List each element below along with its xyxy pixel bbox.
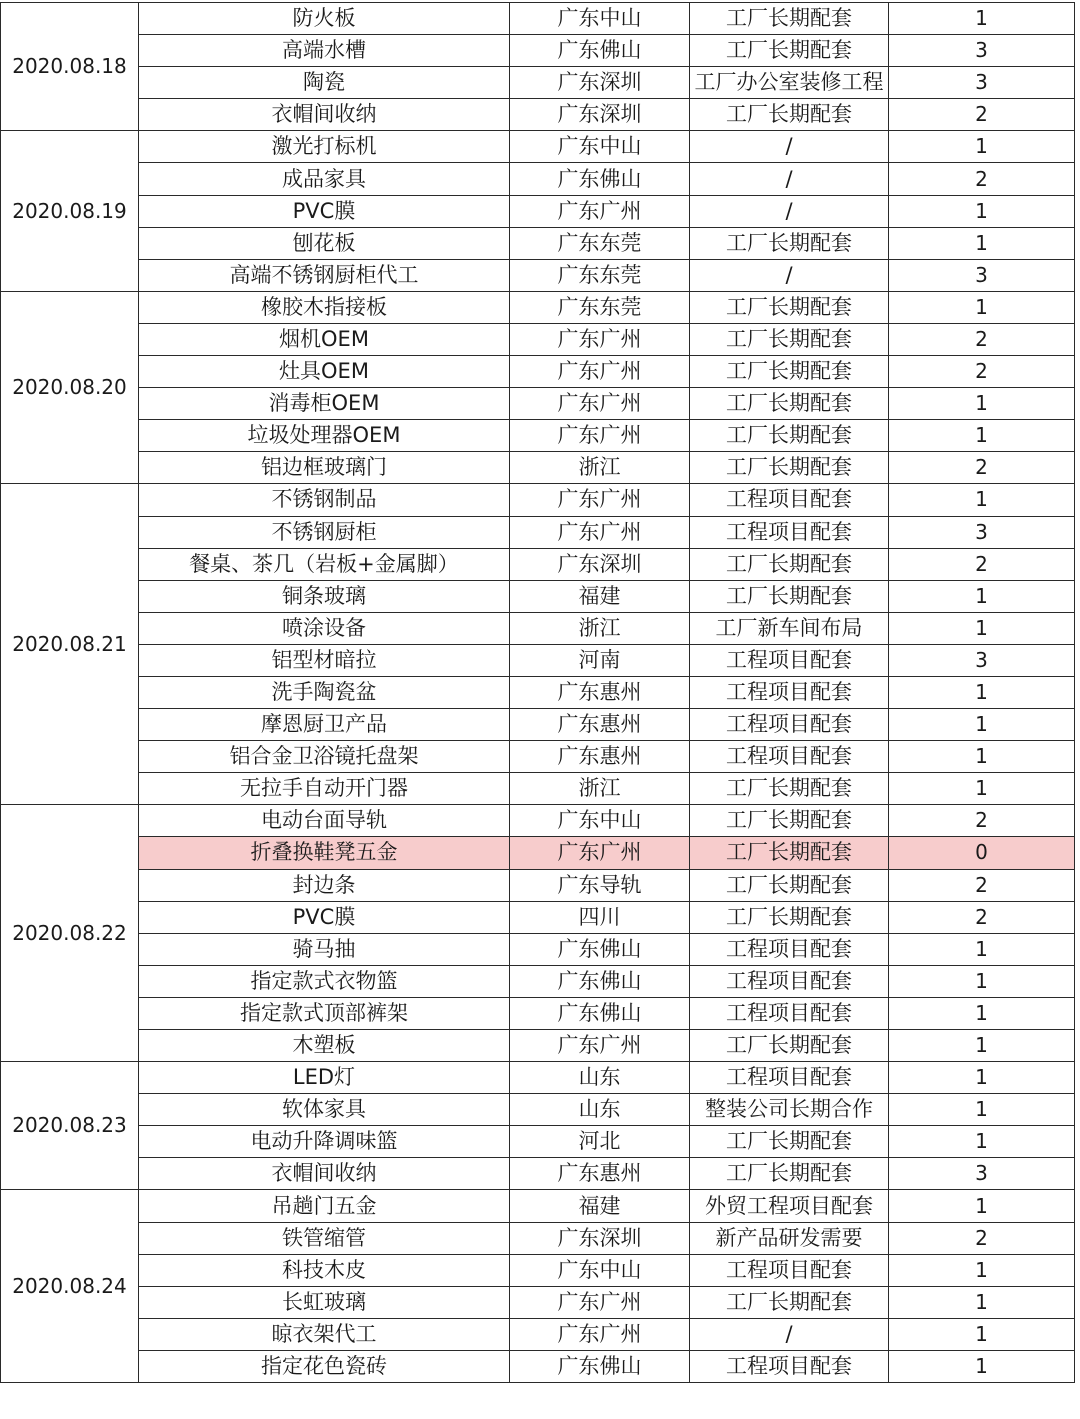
- purpose-cell: 工厂长期配套: [690, 773, 889, 805]
- table-row: [1, 259, 1075, 291]
- product-cell: PVC膜: [139, 195, 510, 227]
- product-cell: 封边条: [139, 869, 510, 901]
- product-cell: 晾衣架代工: [139, 1318, 510, 1350]
- date-cell: 2020.08.21: [1, 484, 139, 805]
- table-row-highlighted: [1, 837, 1075, 869]
- product-cell: 消毒柜OEM: [139, 388, 510, 420]
- product-cell: 烟机OEM: [139, 323, 510, 355]
- purpose-cell: 工厂长期配套: [690, 869, 889, 901]
- product-cell: 刨花板: [139, 227, 510, 259]
- region-cell: 广东东莞: [510, 291, 690, 323]
- count-cell: 2: [889, 901, 1075, 933]
- count-cell: 2: [889, 99, 1075, 131]
- count-cell: 3: [889, 516, 1075, 548]
- count-cell: 0: [889, 837, 1075, 869]
- region-cell: 广东广州: [510, 195, 690, 227]
- table-row: [1, 195, 1075, 227]
- purpose-cell: 工厂长期配套: [690, 901, 889, 933]
- product-cell: 指定款式顶部裤架: [139, 997, 510, 1029]
- region-cell: 河北: [510, 1126, 690, 1158]
- product-cell: 洗手陶瓷盆: [139, 676, 510, 708]
- table-row: [1, 965, 1075, 997]
- purpose-cell: 工程项目配套: [690, 965, 889, 997]
- purpose-cell: 工厂长期配套: [690, 805, 889, 837]
- product-cell: 吊趟门五金: [139, 1190, 510, 1222]
- region-cell: 浙江: [510, 452, 690, 484]
- table-row: [1, 323, 1075, 355]
- table-row: [1, 612, 1075, 644]
- product-cell: 喷涂设备: [139, 612, 510, 644]
- table-row: [1, 484, 1075, 516]
- table-row: [1, 1286, 1075, 1318]
- purpose-cell: /: [690, 131, 889, 163]
- region-cell: 广东惠州: [510, 709, 690, 741]
- purpose-cell: 工程项目配套: [690, 933, 889, 965]
- product-cell: 灶具OEM: [139, 356, 510, 388]
- region-cell: 广东深圳: [510, 99, 690, 131]
- table-row: [1, 644, 1075, 676]
- purpose-cell: 工厂长期配套: [690, 1286, 889, 1318]
- count-cell: 1: [889, 1094, 1075, 1126]
- purpose-cell: 工厂长期配套: [690, 323, 889, 355]
- count-cell: 1: [889, 1254, 1075, 1286]
- count-cell: 2: [889, 323, 1075, 355]
- purpose-cell: 工程项目配套: [690, 676, 889, 708]
- product-cell: 不锈钢制品: [139, 484, 510, 516]
- table-row: [1, 1318, 1075, 1350]
- purpose-cell: 整装公司长期合作: [690, 1094, 889, 1126]
- table-row: [1, 1350, 1075, 1382]
- region-cell: 广东广州: [510, 1318, 690, 1350]
- product-cell: 无拉手自动开门器: [139, 773, 510, 805]
- count-cell: 1: [889, 965, 1075, 997]
- product-cell: 指定花色瓷砖: [139, 1350, 510, 1382]
- count-cell: 1: [889, 676, 1075, 708]
- region-cell: 广东深圳: [510, 67, 690, 99]
- region-cell: 广东导轨: [510, 869, 690, 901]
- table-row: [1, 291, 1075, 323]
- product-cell: 骑马抽: [139, 933, 510, 965]
- count-cell: 3: [889, 1158, 1075, 1190]
- date-cell: 2020.08.23: [1, 1062, 139, 1190]
- region-cell: 广东东莞: [510, 227, 690, 259]
- region-cell: 广东广州: [510, 837, 690, 869]
- product-cell: 高端水槽: [139, 35, 510, 67]
- purpose-cell: /: [690, 1318, 889, 1350]
- purpose-cell: 工厂长期配套: [690, 452, 889, 484]
- date-cell: 2020.08.22: [1, 805, 139, 1062]
- region-cell: 广东佛山: [510, 1350, 690, 1382]
- product-cell: 电动台面导轨: [139, 805, 510, 837]
- purpose-cell: 工厂长期配套: [690, 1030, 889, 1062]
- region-cell: 广东佛山: [510, 163, 690, 195]
- product-cell: 成品家具: [139, 163, 510, 195]
- table-row: [1, 3, 1075, 35]
- region-cell: 广东广州: [510, 420, 690, 452]
- table-row: [1, 548, 1075, 580]
- count-cell: 2: [889, 163, 1075, 195]
- count-cell: 1: [889, 3, 1075, 35]
- table-row: [1, 516, 1075, 548]
- purpose-cell: 工厂办公室装修工程: [690, 67, 889, 99]
- region-cell: 山东: [510, 1094, 690, 1126]
- region-cell: 河南: [510, 644, 690, 676]
- product-cell: 餐桌、茶几（岩板+金属脚）: [139, 548, 510, 580]
- purpose-cell: /: [690, 195, 889, 227]
- region-cell: 广东广州: [510, 484, 690, 516]
- table-row: [1, 901, 1075, 933]
- product-cell: 高端不锈钢厨柜代工: [139, 259, 510, 291]
- table-row: [1, 1094, 1075, 1126]
- count-cell: 2: [889, 805, 1075, 837]
- table-row: [1, 580, 1075, 612]
- table-row: [1, 1222, 1075, 1254]
- count-cell: 3: [889, 35, 1075, 67]
- count-cell: 1: [889, 227, 1075, 259]
- purpose-cell: 外贸工程项目配套: [690, 1190, 889, 1222]
- product-cell: 不锈钢厨柜: [139, 516, 510, 548]
- purpose-cell: 工程项目配套: [690, 644, 889, 676]
- purpose-cell: 工厂长期配套: [690, 35, 889, 67]
- table-row: [1, 741, 1075, 773]
- purpose-cell: 工程项目配套: [690, 997, 889, 1029]
- purpose-cell: 工厂长期配套: [690, 291, 889, 323]
- procurement-table: [0, 2, 1075, 1383]
- product-cell: 长虹玻璃: [139, 1286, 510, 1318]
- purpose-cell: 工程项目配套: [690, 484, 889, 516]
- purpose-cell: /: [690, 163, 889, 195]
- product-cell: 指定款式衣物篮: [139, 965, 510, 997]
- region-cell: 广东中山: [510, 3, 690, 35]
- region-cell: 广东佛山: [510, 35, 690, 67]
- count-cell: 1: [889, 997, 1075, 1029]
- table-row: [1, 131, 1075, 163]
- purpose-cell: 工厂长期配套: [690, 99, 889, 131]
- count-cell: 3: [889, 259, 1075, 291]
- region-cell: 广东惠州: [510, 741, 690, 773]
- date-cell: 2020.08.19: [1, 131, 139, 291]
- region-cell: 浙江: [510, 773, 690, 805]
- table-row: [1, 227, 1075, 259]
- product-cell: 铝边框玻璃门: [139, 452, 510, 484]
- region-cell: 福建: [510, 1190, 690, 1222]
- product-cell: 陶瓷: [139, 67, 510, 99]
- count-cell: 1: [889, 484, 1075, 516]
- table-row: [1, 933, 1075, 965]
- count-cell: 1: [889, 1126, 1075, 1158]
- date-cell: 2020.08.24: [1, 1190, 139, 1383]
- count-cell: 2: [889, 548, 1075, 580]
- table-row: [1, 1190, 1075, 1222]
- product-cell: 铝型材暗拉: [139, 644, 510, 676]
- product-cell: 电动升降调味篮: [139, 1126, 510, 1158]
- purpose-cell: 新产品研发需要: [690, 1222, 889, 1254]
- count-cell: 3: [889, 644, 1075, 676]
- table-row: [1, 356, 1075, 388]
- purpose-cell: 工厂长期配套: [690, 580, 889, 612]
- region-cell: 四川: [510, 901, 690, 933]
- table-row: [1, 1126, 1075, 1158]
- region-cell: 广东中山: [510, 1254, 690, 1286]
- region-cell: 广东广州: [510, 1286, 690, 1318]
- count-cell: 1: [889, 388, 1075, 420]
- region-cell: 山东: [510, 1062, 690, 1094]
- purpose-cell: 工厂新车间布局: [690, 612, 889, 644]
- region-cell: 广东佛山: [510, 965, 690, 997]
- table-row: [1, 452, 1075, 484]
- table-row: [1, 1062, 1075, 1094]
- table-row: [1, 1254, 1075, 1286]
- table-row: [1, 35, 1075, 67]
- purpose-cell: 工厂长期配套: [690, 227, 889, 259]
- purpose-cell: 工厂长期配套: [690, 356, 889, 388]
- region-cell: 广东佛山: [510, 997, 690, 1029]
- product-cell: 软体家具: [139, 1094, 510, 1126]
- count-cell: 1: [889, 1286, 1075, 1318]
- region-cell: 广东佛山: [510, 933, 690, 965]
- purpose-cell: 工程项目配套: [690, 1254, 889, 1286]
- product-cell: 激光打标机: [139, 131, 510, 163]
- table-row: [1, 805, 1075, 837]
- region-cell: 广东中山: [510, 805, 690, 837]
- purpose-cell: 工程项目配套: [690, 741, 889, 773]
- product-cell: 衣帽间收纳: [139, 1158, 510, 1190]
- product-cell: 防火板: [139, 3, 510, 35]
- product-cell: 木塑板: [139, 1030, 510, 1062]
- region-cell: 广东广州: [510, 388, 690, 420]
- date-cell: 2020.08.20: [1, 291, 139, 484]
- region-cell: 广东广州: [510, 356, 690, 388]
- count-cell: 1: [889, 741, 1075, 773]
- date-cell: 2020.08.18: [1, 3, 139, 131]
- table-body: [1, 3, 1075, 1383]
- purpose-cell: 工程项目配套: [690, 1062, 889, 1094]
- region-cell: 广东中山: [510, 131, 690, 163]
- product-cell: 科技木皮: [139, 1254, 510, 1286]
- count-cell: 1: [889, 1030, 1075, 1062]
- table-row: [1, 773, 1075, 805]
- purpose-cell: 工程项目配套: [690, 1350, 889, 1382]
- region-cell: 浙江: [510, 612, 690, 644]
- purpose-cell: 工厂长期配套: [690, 3, 889, 35]
- count-cell: 2: [889, 452, 1075, 484]
- product-cell: 铜条玻璃: [139, 580, 510, 612]
- purpose-cell: 工程项目配套: [690, 516, 889, 548]
- table-row: [1, 420, 1075, 452]
- table-row: [1, 67, 1075, 99]
- purpose-cell: 工厂长期配套: [690, 1126, 889, 1158]
- count-cell: 2: [889, 356, 1075, 388]
- table-row: [1, 1030, 1075, 1062]
- count-cell: 1: [889, 1190, 1075, 1222]
- table-row: [1, 388, 1075, 420]
- region-cell: 广东广州: [510, 1030, 690, 1062]
- product-cell: PVC膜: [139, 901, 510, 933]
- purpose-cell: /: [690, 259, 889, 291]
- region-cell: 广东广州: [510, 323, 690, 355]
- region-cell: 广东广州: [510, 516, 690, 548]
- product-cell: 折叠换鞋凳五金: [139, 837, 510, 869]
- count-cell: 2: [889, 869, 1075, 901]
- count-cell: 1: [889, 580, 1075, 612]
- table-row: [1, 997, 1075, 1029]
- table-row: [1, 99, 1075, 131]
- count-cell: 1: [889, 131, 1075, 163]
- count-cell: 1: [889, 709, 1075, 741]
- product-cell: 垃圾处理器OEM: [139, 420, 510, 452]
- table-row: [1, 1158, 1075, 1190]
- product-cell: 摩恩厨卫产品: [139, 709, 510, 741]
- purpose-cell: 工厂长期配套: [690, 837, 889, 869]
- count-cell: 1: [889, 1062, 1075, 1094]
- count-cell: 1: [889, 1318, 1075, 1350]
- table-row: [1, 709, 1075, 741]
- table-row: [1, 163, 1075, 195]
- purpose-cell: 工厂长期配套: [690, 548, 889, 580]
- product-cell: LED灯: [139, 1062, 510, 1094]
- table-row: [1, 676, 1075, 708]
- region-cell: 广东惠州: [510, 676, 690, 708]
- count-cell: 1: [889, 291, 1075, 323]
- count-cell: 1: [889, 195, 1075, 227]
- product-cell: 铝合金卫浴镜托盘架: [139, 741, 510, 773]
- region-cell: 广东东莞: [510, 259, 690, 291]
- product-cell: 衣帽间收纳: [139, 99, 510, 131]
- purpose-cell: 工厂长期配套: [690, 1158, 889, 1190]
- count-cell: 1: [889, 612, 1075, 644]
- count-cell: 1: [889, 933, 1075, 965]
- count-cell: 2: [889, 1222, 1075, 1254]
- product-cell: 橡胶木指接板: [139, 291, 510, 323]
- count-cell: 1: [889, 773, 1075, 805]
- count-cell: 1: [889, 420, 1075, 452]
- region-cell: 广东惠州: [510, 1158, 690, 1190]
- count-cell: 1: [889, 1350, 1075, 1382]
- region-cell: 广东深圳: [510, 548, 690, 580]
- purpose-cell: 工程项目配套: [690, 709, 889, 741]
- purpose-cell: 工厂长期配套: [690, 420, 889, 452]
- product-cell: 铁管缩管: [139, 1222, 510, 1254]
- region-cell: 福建: [510, 580, 690, 612]
- table-row: [1, 869, 1075, 901]
- region-cell: 广东深圳: [510, 1222, 690, 1254]
- purpose-cell: 工厂长期配套: [690, 388, 889, 420]
- count-cell: 3: [889, 67, 1075, 99]
